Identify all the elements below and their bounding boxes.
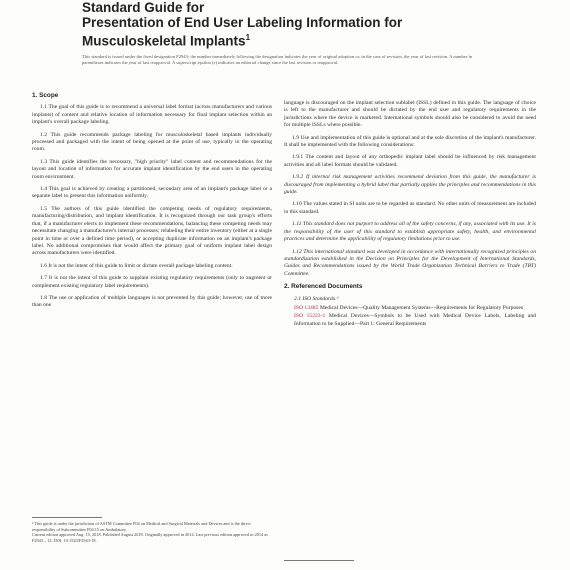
right-footnote-divider — [284, 560, 354, 561]
paragraph-1-7: 1.7 It is not the intent of this guide to supplant existing regulatory requirements (only to augment or complement existing regulatory label requirements). — [32, 275, 272, 289]
iso-standards-heading: 2.1 ISO Standards:² — [294, 295, 339, 302]
document-title — [82, 0, 522, 49]
reference-code-link[interactable]: ISO 15223-1 — [294, 313, 326, 320]
reference-title: Medical Devices—Symbols to be Used with Medical Device Labels, Labeling and Information to be Supplied—Part 1: General Requirements — [294, 313, 536, 327]
footnote-1: ¹ This guide is under the jurisdiction of ASTM Committee F04 on Medical and Surgical Materials and Devices and is the direct responsibility of Subcommittee F04.15 on Ambulatory. — [32, 521, 251, 532]
title-footnote-mark: 1 — [245, 33, 251, 42]
paragraph-1-1: 1.1 The goal of this guide is to recommend a universal label format (across manufacturers and various implants) of content and relative location of information necessary for final implant selection within an implant's overall package labeling. — [32, 104, 272, 126]
paragraph-1-8-continued: language is discouraged on the implant selection sublabel (ISSL) defined in this guide. The language of choice is left to the manufacturer and should be dictated by the end user and regulatory requirements in the jurisdictions where the device is marketed. International symbols should also be considered to avoid the need for multiple ISSLs where possible. — [284, 100, 536, 129]
reference-iso-15223-1 — [294, 313, 536, 328]
title-line-2: Presentation of End User Labeling Information for — [82, 15, 403, 30]
paragraph-1-10: 1.10 The values stated in SI units are to be regarded as standard. No other units of measurement are included in this standard. — [284, 201, 536, 215]
reference-code-link[interactable]: ISO 13485 — [294, 304, 319, 311]
paragraph-1-11: 1.11 This standard does not purport to address all of the safety concerns, if any, associated with its use. It is the responsibility of the user of this standard to establish appropriate safety, health, and environmental practices and determine the applicability of regulatory limitations prior to use. — [284, 221, 536, 243]
footnotes — [32, 521, 268, 543]
paragraph-1-5: 1.5 The authors of this guide identified the competing needs of regulatory requirements, manufacturing/distribution, and implant identification. It is recognized through our task group's efforts that, if a manufacturer elects to implement these recommendations, balancing these competing needs may necessitate changing a manufacturer's internal processes; relabeling their entire inventory (either at a single point in time or over a defined time period), or accepting duplicate information on an implant's package label. No additional compromises that would affect the primary goal of uniform implant label design across manufacturers were identified. — [32, 205, 272, 257]
reference-iso-13485 — [294, 305, 536, 312]
title-line-3 — [82, 30, 522, 49]
paragraph-1-9: 1.9 Use and implementation of this guide is optional and at the sole discretion of the implant's manufacturer. It shall be implemented with the following considerations: — [284, 134, 536, 149]
paragraph-1-8: 1.8 The use or application of multiple languages is not prevented by this guide; however, use of more than one — [32, 294, 272, 309]
referenced-documents-heading: 2. Referenced Documents — [284, 283, 363, 291]
paragraph-1-12: 1.12 This international standard was developed in accordance with internationally recognized principles on standardization established in the Decision on Principles for the Development of International Standards, Guides and Recommendations issued by the World Trade Organization Technical Barriers to Trade (TBT) Committee. — [284, 248, 536, 277]
designation-note: This standard is issued under the fixed designation F2943; the number immediately following the designation indicates the year of original adoption or, in the case of revision, the year of last revision. A number in parentheses indicates the year of last reapproval. A superscript epsilon (ε) indicates an editorial change since the last revision or reapproval. — [82, 54, 473, 65]
right-column — [284, 100, 536, 329]
title-line-1: Standard Guide for — [82, 0, 205, 15]
paragraph-1-9-1: 1.9.1 The content and layout of any orthopedic implant label should be influenced by risk management activities and all label formats should be validated. — [284, 154, 536, 168]
paragraph-1-2: 1.2 This guide recommends package labeling for musculoskeletal based implants individually processed and packaged with the intent of being opened at the point of use, typically in the operating room. — [32, 131, 272, 153]
paragraph-1-3: 1.3 This guide identifies the necessary, "high priority" label content and recommendations for the layout and location of information for accurate implant identification by the end users in the operating room environment. — [32, 158, 272, 180]
footnote-2: Current edition approved Aug. 15, 2018. Published August 2018. Originally approved in 2014. Last previous edition approved in 2014 as F2943 – 14. DOI: 10.1520/F2943-18. — [32, 532, 268, 543]
paragraph-1-9-2: 1.9.2 If internal risk management activities recommend deviation from this guide, the manufacturer is discouraged from implementing a hybrid label that partially applies the principles and recommendations in this guide. — [284, 174, 536, 196]
reference-title: Medical Devices—Quality Management Systems—Requirements for Regulatory Purposes — [319, 304, 524, 311]
title-line-3-text: Musculoskeletal Implants — [82, 33, 246, 49]
left-column — [32, 90, 272, 315]
footnote-divider — [32, 517, 102, 518]
scope-heading: 1. Scope — [32, 92, 59, 99]
paragraph-1-6: 1.6 It is not the intent of this guide to limit or dictate overall package labeling content. — [40, 262, 233, 269]
paragraph-1-4: 1.4 This goal is achieved by creating a partitioned, secondary area of an implant's package label or a separate label to present this information uniformly. — [32, 186, 272, 200]
